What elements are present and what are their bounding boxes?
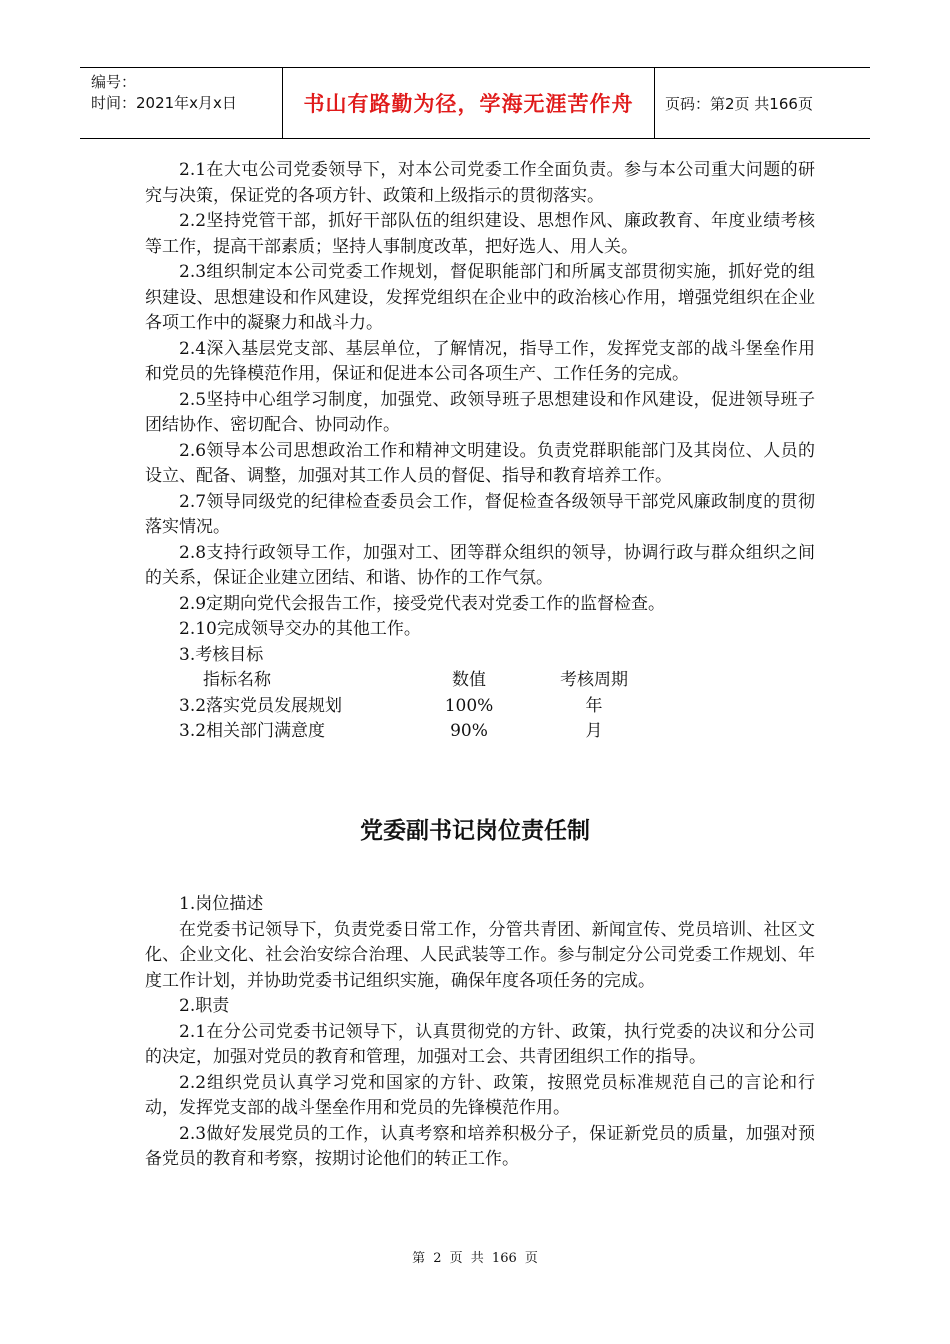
table-row xyxy=(145,719,815,745)
paragraph: 2.6领导本公司思想政治工作和精神文明建设。负责党群职能部门及其岗位、人员的设立、配备、调整，加强对其工作人员的督促、指导和教育培养工作。 xyxy=(145,440,815,486)
header-meta xyxy=(80,68,283,138)
col-header-name: 指标名称 xyxy=(203,670,271,690)
row-name: 3.2落实党员发展规划 xyxy=(179,695,343,716)
time-label: 时间：2021年x月x日 xyxy=(91,94,237,112)
paragraph: 2.3做好发展党员的工作，认真考察和培养积极分子，保证新党员的质量，加强对预备党员的教育和考察，按期讨论他们的转正工作。 xyxy=(145,1123,815,1169)
assessment-table xyxy=(145,668,815,745)
paragraph: 2.2组织党员认真学习党和国家的方针、政策，按照党员标准规范自己的言论和行动，发挥党支部的战斗堡垒作用和党员的先锋模范作用。 xyxy=(145,1072,815,1118)
paragraph: 2.5坚持中心组学习制度，加强党、政领导班子思想建设和作风建设，促进领导班子团结协作、密切配合、协同动作。 xyxy=(145,389,815,435)
table-row xyxy=(145,694,815,720)
paragraph: 在党委书记领导下，负责党委日常工作，分管共青团、新闻宣传、党员培训、社区文化、企业文化、社会治安综合治理、人民武装等工作。参与制定分公司党委工作规划、年度工作计划，并协助党委书记组织实施，确保年度各项任务的完成。 xyxy=(145,919,815,991)
section-2-title: 党委副书记岗位责任制 xyxy=(360,818,590,844)
col-header-period: 考核周期 xyxy=(560,670,628,690)
section-1-body xyxy=(145,158,815,745)
page-header xyxy=(80,67,870,139)
section-heading: 1.岗位描述 xyxy=(179,894,264,914)
row-period: 年 xyxy=(585,695,603,716)
paragraph: 2.9定期向党代会报告工作，接受党代表对党委工作的监督检查。 xyxy=(179,593,666,614)
paragraph: 2.1在分公司党委书记领导下，认真贯彻党的方针、政策，执行党委的决议和分公司的决定，加强对党员的教育和管理，加强对工会、共青团组织工作的指导。 xyxy=(145,1021,815,1067)
row-value: 90% xyxy=(450,721,488,741)
row-name: 3.2相关部门满意度 xyxy=(179,721,326,741)
row-period: 月 xyxy=(585,721,603,741)
paragraph: 2.7领导同级党的纪律检查委员会工作，督促检查各级领导干部党风廉政制度的贯彻落实情况。 xyxy=(145,491,815,537)
number-label: 编号： xyxy=(91,73,137,91)
paragraph: 2.2坚持党管干部，抓好干部队伍的组织建设、思想作风、廉政教育、年度业绩考核等工作，提高干部素质；坚持人事制度改革，把好选人、用人关。 xyxy=(145,211,815,257)
table-header-row xyxy=(145,668,815,694)
paragraph: 2.3组织制定本公司党委工作规划，督促职能部门和所属支部贯彻实施，抓好党的组织建设、思想建设和作风建设，发挥党组织在企业中的政治核心作用，增强党组织在企业各项工作中的凝聚力和战斗力。 xyxy=(145,262,815,333)
section-heading: 3.考核目标 xyxy=(179,644,264,665)
paragraph: 2.4深入基层党支部、基层单位，了解情况，指导工作，发挥党支部的战斗堡垒作用和党员的先锋模范作用，保证和促进本公司各项生产、工作任务的完成。 xyxy=(145,338,815,384)
paragraph: 2.1在大屯公司党委领导下，对本公司党委工作全面负责。参与本公司重大问题的研究与决策，保证党的各项方针、政策和上级指示的贯彻落实。 xyxy=(145,160,815,206)
row-value: 100% xyxy=(444,695,494,716)
section-heading: 2.职责 xyxy=(179,996,230,1016)
header-motto: 书山有路勤为径，学海无涯苦作舟 xyxy=(283,68,655,138)
header-page-info: 页码：第2页 共166页 xyxy=(665,94,813,113)
section-2-body xyxy=(145,892,815,1173)
paragraph: 2.10完成领导交办的其他工作。 xyxy=(179,619,421,639)
page-footer: 第 2 页 共 166 页 xyxy=(412,1251,538,1266)
col-header-value: 数值 xyxy=(452,670,486,690)
paragraph: 2.8支持行政领导工作，加强对工、团等群众组织的领导，协调行政与群众组织之间的关系，保证企业建立团结、和谐、协作的工作气氛。 xyxy=(145,542,815,588)
